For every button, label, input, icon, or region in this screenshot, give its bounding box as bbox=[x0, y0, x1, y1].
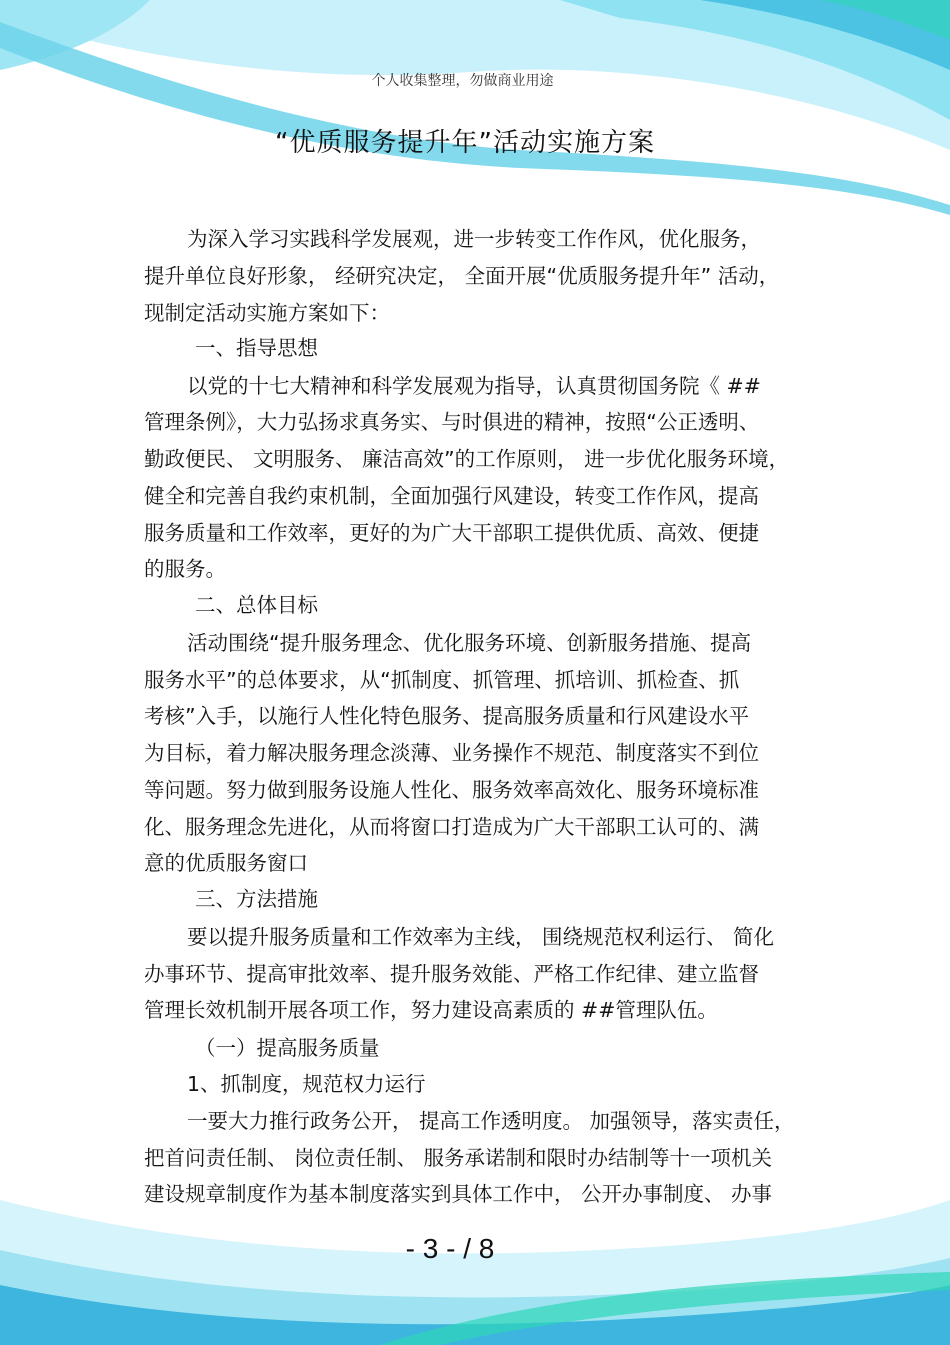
paragraph-line: 活动围绕“提升服务理念、优化服务环境、创新服务措施、提高 bbox=[187, 631, 752, 655]
paragraph-line: 考核”入手，以施行人性化特色服务、提高服务质量和行风建设水平 bbox=[144, 704, 750, 728]
section-heading: 一、指导思想 bbox=[195, 336, 318, 360]
paragraph-line: 等问题。努力做到服务设施人性化、服务效率高效化、服务环境标准 bbox=[144, 778, 759, 802]
section-heading: 三、方法措施 bbox=[195, 887, 318, 911]
subsection-heading: （一）提高服务质量 bbox=[195, 1036, 380, 1060]
paragraph-line: 办事环节、提高审批效率、提升服务效能、严格工作纪律、建立监督 bbox=[144, 962, 759, 986]
paragraph-line: 为目标，着力解决服务理念淡薄、业务操作不规范、制度落实不到位 bbox=[144, 741, 759, 765]
item-heading: 1、抓制度，规范权力运行 bbox=[187, 1072, 426, 1096]
paragraph-line: 建设规章制度作为基本制度落实到具体工作中， 公开办事制度、 办事 bbox=[144, 1182, 773, 1206]
paragraph-line: 健全和完善自我约束机制，全面加强行风建设，转变工作作风，提高 bbox=[144, 484, 759, 508]
section-heading: 二、总体目标 bbox=[195, 593, 318, 617]
document-title: “优质服务提升年”活动实施方案 bbox=[275, 128, 655, 158]
paragraph-line: 化、服务理念先进化，从而将窗口打造成为广大干部职工认可的、满 bbox=[144, 815, 759, 839]
page-number: - 3 - / 8 bbox=[405, 1233, 495, 1264]
paragraph-line: 把首问责任制、 岗位责任制、 服务承诺制和限时办结制等十一项机关 bbox=[144, 1146, 773, 1170]
paragraph-line: 提升单位良好形象， 经研究决定， 全面开展“优质服务提升年” 活动， bbox=[144, 264, 780, 288]
header-note: 个人收集整理，勿做商业用途 bbox=[371, 73, 554, 89]
paragraph-line: 要以提升服务质量和工作效率为主线， 围绕规范权利运行、 简化 bbox=[187, 925, 775, 949]
paragraph-line: 意的优质服务窗口 bbox=[144, 851, 308, 875]
paragraph-line: 勤政便民、 文明服务、 廉洁高效”的工作原则， 进一步优化服务环境， bbox=[144, 447, 790, 471]
paragraph-line: 为深入学习实践科学发展观，进一步转变工作作风，优化服务， bbox=[187, 227, 761, 251]
paragraph-line: 的服务。 bbox=[144, 557, 226, 581]
paragraph-line: 服务水平”的总体要求，从“抓制度、抓管理、抓培训、抓检查、抓 bbox=[144, 668, 740, 692]
paragraph-line: 管理长效机制开展各项工作，努力建设高素质的 ##管理队伍。 bbox=[144, 998, 718, 1022]
paragraph-line: 一要大力推行政务公开， 提高工作透明度。 加强领导，落实责任， bbox=[187, 1109, 795, 1133]
paragraph-line: 现制定活动实施方案如下： bbox=[144, 301, 390, 325]
paragraph-line: 管理条例》，大力弘扬求真务实、与时俱进的精神，按照“公正透明、 bbox=[144, 410, 760, 434]
paragraph-line: 以党的十七大精神和科学发展观为指导，认真贯彻国务院《 ## bbox=[187, 374, 761, 398]
paragraph-line: 服务质量和工作效率，更好的为广大干部职工提供优质、高效、便捷 bbox=[144, 521, 759, 545]
